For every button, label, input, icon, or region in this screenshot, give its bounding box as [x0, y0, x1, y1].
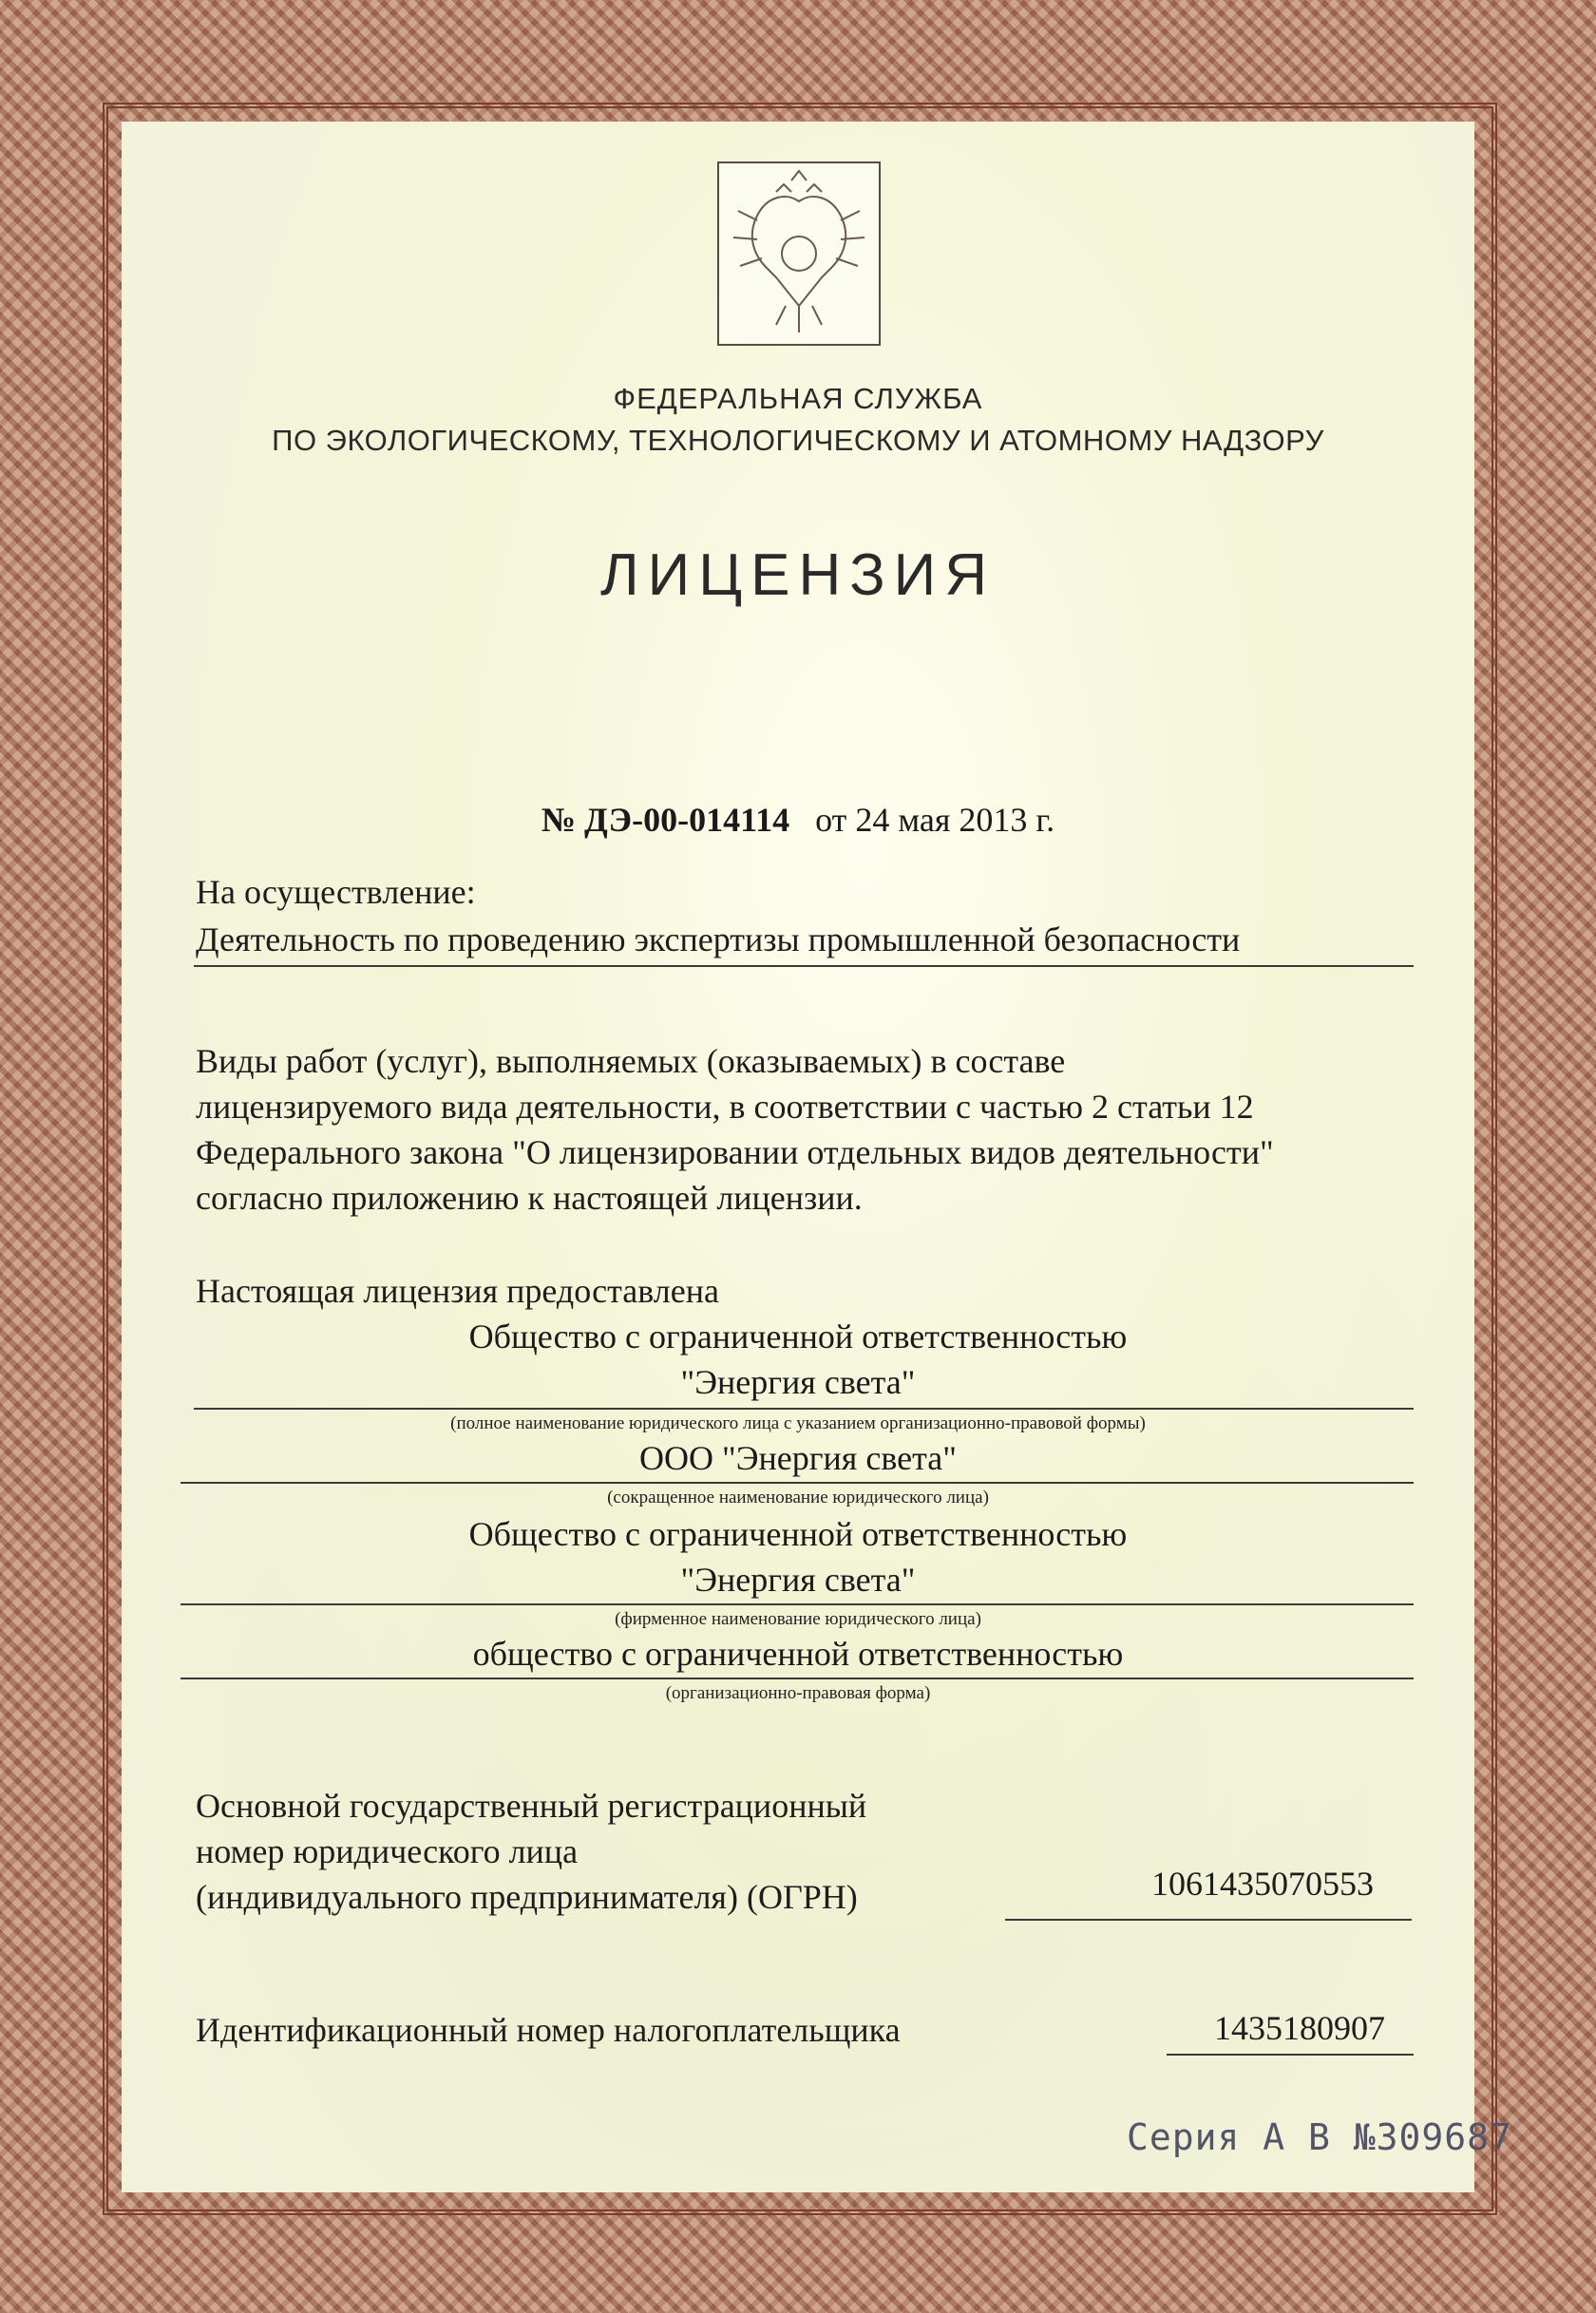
serial-number: Серия А В №309687	[1127, 2116, 1512, 2158]
ogrn-label-line2: номер юридического лица	[196, 1832, 579, 1870]
full-name-caption: (полное наименование юридического лица с указанием организационно-правовой формы)	[450, 1413, 1146, 1433]
ogrn-underline	[1005, 1919, 1412, 1921]
works-line-1: Виды работ (услуг), выполняемых (оказываемых) в составе	[196, 1042, 1066, 1080]
short-name-caption: (сокращенное наименование юридического лица)	[607, 1488, 989, 1507]
works-line-4: согласно приложению к настоящей лицензии.	[196, 1179, 863, 1217]
full-name-underline	[194, 1408, 1414, 1410]
legal-form-underline	[180, 1678, 1414, 1679]
ogrn-value: 1061435070553	[1151, 1865, 1374, 1903]
brand-name-line2: "Энергия света"	[680, 1561, 916, 1599]
ogrn-label-line1: Основной государственный регистрационный	[196, 1787, 867, 1825]
license-number-line	[0, 800, 1596, 840]
document-title: ЛИЦЕНЗИЯ	[599, 542, 997, 608]
agency-name-line2: ПО ЭКОЛОГИЧЕСКОМУ, ТЕХНОЛОГИЧЕСКОМУ И АТОМНОМУ НАДЗОРУ	[272, 424, 1324, 457]
inn-underline	[1167, 2054, 1414, 2056]
full-name-line1: Общество с ограниченной ответственностью	[468, 1318, 1128, 1356]
inn-value: 1435180907	[1214, 2009, 1385, 2047]
short-name: ООО "Энергия света"	[639, 1439, 957, 1477]
works-line-3: Федерального закона "О лицензировании отдельных видов деятельности"	[196, 1133, 1274, 1171]
purpose-label: На осуществление:	[196, 873, 476, 911]
agency-name-line1: ФЕДЕРАЛЬНАЯ СЛУЖБА	[613, 382, 983, 415]
activity-text: Деятельность по проведению экспертизы промышленной безопасности	[196, 920, 1241, 958]
brand-name-underline	[180, 1603, 1414, 1605]
license-number: № ДЭ-00-014114	[541, 801, 790, 839]
legal-form-caption: (организационно-правовая форма)	[665, 1683, 931, 1703]
license-date: от 24 мая 2013 г.	[815, 801, 1055, 839]
full-name-line2: "Энергия света"	[680, 1363, 916, 1401]
ogrn-label-line3: (индивидуального предпринимателя) (ОГРН)	[196, 1878, 858, 1916]
granted-label: Настоящая лицензия предоставлена	[196, 1272, 719, 1310]
brand-name-line1: Общество с ограниченной ответственностью	[468, 1515, 1128, 1553]
works-line-2: лицензируемого вида деятельности, в соответствии с частью 2 статьи 12	[196, 1088, 1254, 1126]
activity-underline	[194, 965, 1414, 967]
legal-form: общество с ограниченной ответственностью	[472, 1635, 1124, 1673]
brand-name-caption: (фирменное наименование юридического лица)	[615, 1609, 981, 1629]
coat-of-arms-icon	[717, 161, 881, 346]
inn-label: Идентификационный номер налогоплательщика	[196, 2011, 901, 2049]
short-name-underline	[180, 1482, 1414, 1484]
